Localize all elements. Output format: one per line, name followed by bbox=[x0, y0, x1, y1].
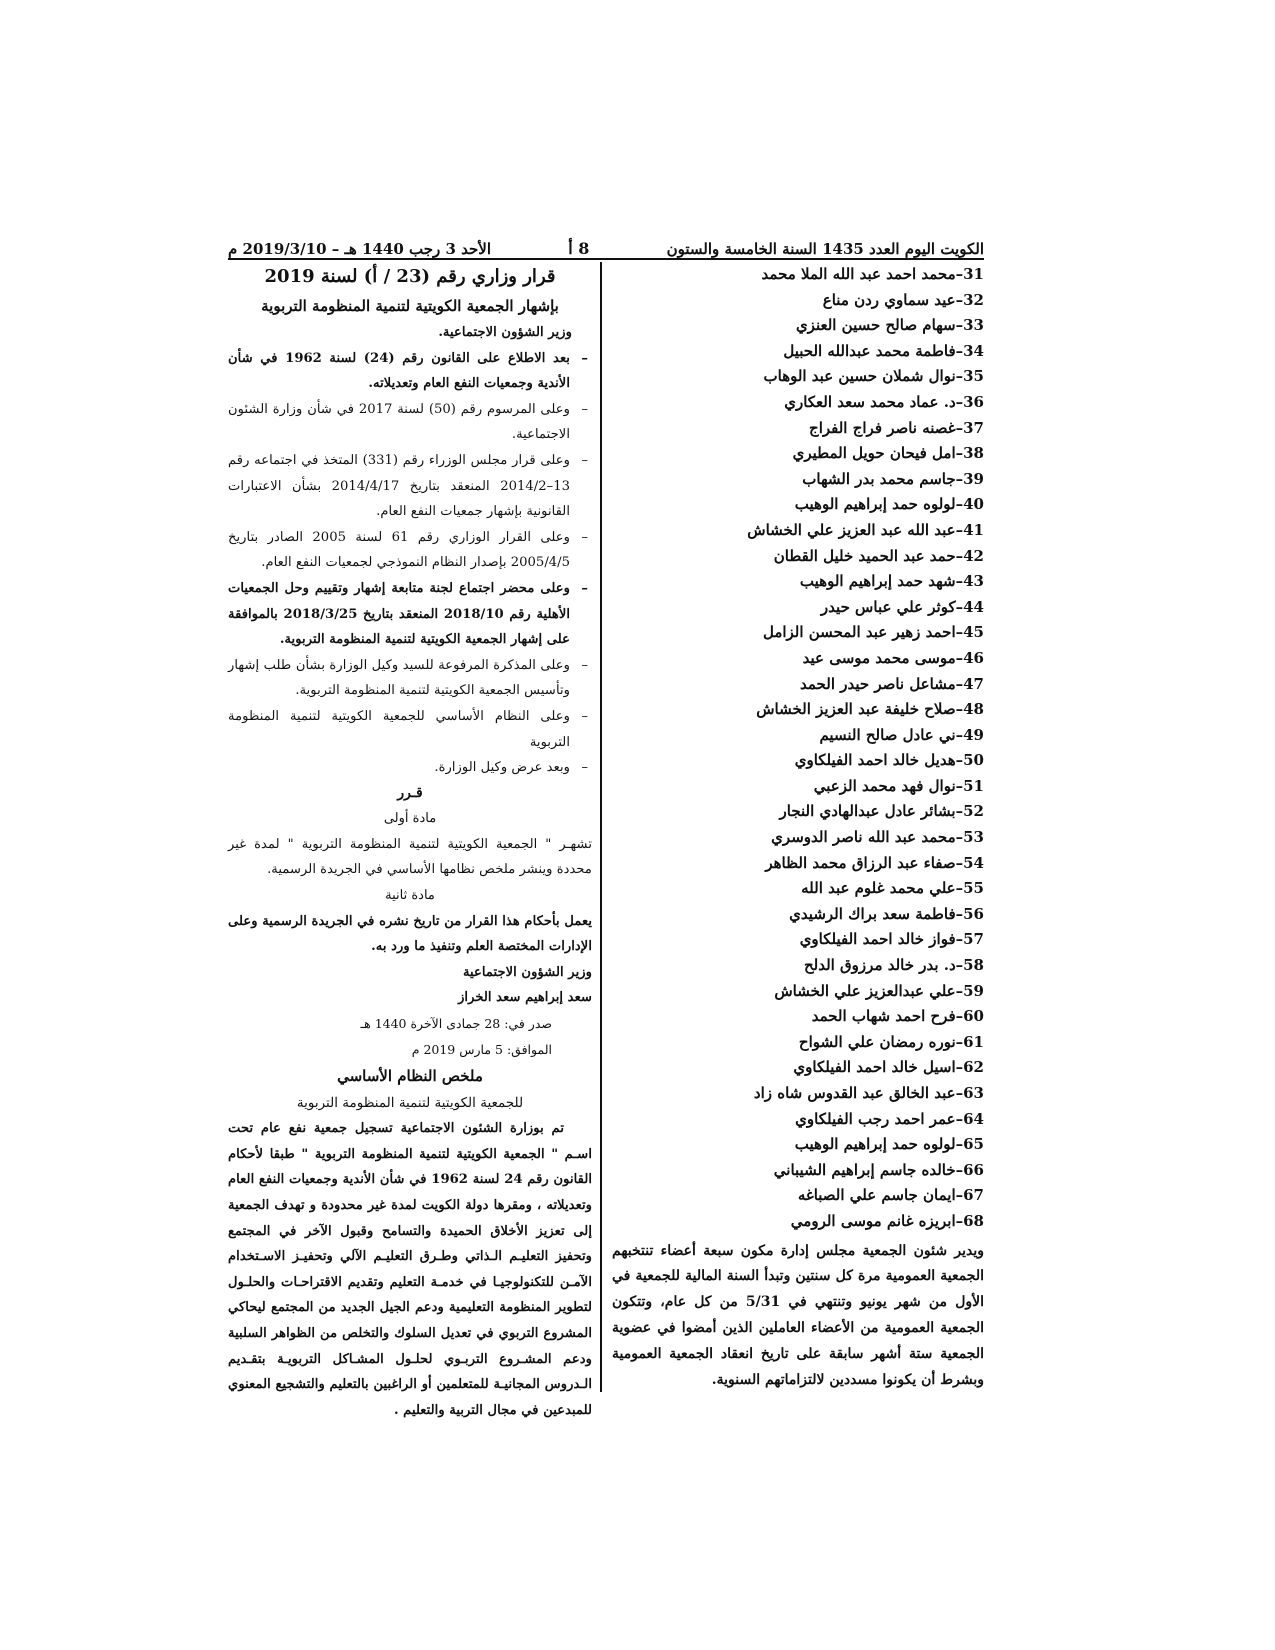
list-item: 42–حمد عبد الحميد خليل القطان bbox=[773, 546, 984, 565]
list-item: 60–فرح احمد شهاب الحمد bbox=[811, 1007, 984, 1026]
decree-clause: – وبعد عرض وكيل الوزارة. bbox=[228, 755, 592, 781]
list-item: 31–محمد احمد عبد الله الملا محمد bbox=[761, 265, 984, 283]
list-item: 49–ني عادل صالح النسيم bbox=[819, 725, 984, 744]
list-item: 40–لولوه حمد إبراهيم الوهيب bbox=[794, 495, 984, 514]
list-item: 46–موسى محمد موسى عيد bbox=[802, 648, 984, 667]
list-item: 45–احمد زهير عبد المحسن الزامل bbox=[762, 623, 984, 642]
list-item: 55–علي محمد غلوم عبد الله bbox=[801, 879, 984, 898]
list-item: 33–سهام صالح حسين العنزي bbox=[795, 316, 984, 335]
list-item: 32–عيد سماوي ردن مناع bbox=[822, 290, 984, 309]
list-item: 50–هديل خالد احمد الفيلكاوي bbox=[794, 751, 984, 770]
minister-line: وزير الشؤون الاجتماعية. bbox=[438, 325, 572, 340]
list-item: 65–لولوه حمد إبراهيم الوهيب bbox=[794, 1135, 984, 1154]
list-item: 48–صلاح خليفة عبد العزيز الخشاش bbox=[756, 700, 984, 719]
issue-date: الأحد 3 رجب 1440 هـ – 2019/3/10 م bbox=[228, 240, 492, 258]
list-item: 34–فاطمة محمد عبدالله الحبيل bbox=[783, 341, 984, 360]
right-column bbox=[612, 262, 984, 1407]
list-item: 35–نوال شملان حسين عبد الوهاب bbox=[763, 367, 984, 386]
decree-clause: – وعلى قرار مجلس الوزراء رقم (331) المتخذ في اجتماعه رقم 13–2014/2 المنعقد بتاريخ 2014/4/17 بشأن الاعتبارات القانونية بإشهار جمعيات النفع العام. bbox=[228, 448, 592, 525]
left-column bbox=[228, 262, 592, 1423]
list-item: 36–د. عماد محمد سعد العكاري bbox=[784, 392, 984, 411]
summary-subtitle: للجمعية الكويتية لتنمية المنظومة التربوية bbox=[296, 1095, 524, 1112]
list-item: 61–نوره رمضان علي الشواح bbox=[798, 1032, 984, 1051]
page-header bbox=[228, 232, 984, 258]
header-divider bbox=[228, 258, 984, 260]
article-1-text: تشهـر " الجمعية الكويتية لتنمية المنظومة التربوية " لمدة غير محددة وينشر ملخص نظامها الأساسي في الجريدة الرسمية. bbox=[228, 836, 592, 878]
page-number: 8 أ bbox=[568, 239, 590, 258]
list-item: 63–عبد الخالق عبد القدوس شاه زاد bbox=[753, 1084, 984, 1102]
summary-title: ملخص النظام الأساسي bbox=[337, 1067, 483, 1086]
list-item: 57–فواز خالد احمد الفيلكاوي bbox=[799, 930, 984, 949]
decree-clause: – وعلى القرار الوزاري رقم 61 لسنة 2005 الصادر بتاريخ 2005/4/5 بإصدار النظام النموذجي لجمعيات النفع العام. bbox=[228, 525, 592, 576]
decree-clause: – وعلى محضر اجتماع لجنة متابعة إشهار وتقييم وحل الجمعيات الأهلية رقم 2018/10 المنعقد بتاريخ 2018/3/25 بالموافقة على إشهار الجمعية الكويتية لتنمية المنظومة التربوية. bbox=[228, 576, 592, 653]
board-paragraph: ويدير شئون الجمعية مجلس إدارة مكون سبعة أعضاء تنتخبهم الجمعية العمومية مرة كل سنتين وتبدأ السنة المالية للجمعية في الأول من شهر يونيو وتنتهي في 5/31 من كل عام، وتتكون الجمعية العمومية من الأعضاء العاملين الذين أمضوا في عضوية الجمعية ستة أشهر سابقة على تاريخ انعقاد الجمعية العمومية وبشرط أن يكونوا مسددين لالتزاماتهم السنوية. bbox=[612, 1242, 985, 1388]
list-item: 44–كوثر علي عباس حيدر bbox=[820, 597, 984, 616]
summary-text: تم بوزارة الشئون الاجتماعية تسجيل جمعية نفع عام تحت اسـم " الجمعية الكويتية لتنمية المنظومة التربوية " طبقا لأحكام القانون رقم 24 لسنة 1962 في شأن الأندية وجمعيات النفع العام وتعديلاته ، ومقرها دولة الكويت لمدة غير محدودة و تهدف الجمعية إلى تعزيز الأخلاق الحميدة والتسامح وقبول الآخر في المجتمع وتحفيز التعليـم الـذاتي وطـرق التعليـم الآلي وتحفيـز الاسـتخدام الآمـن للتكنولوجيـا في خدمـة التعليم وتقديم الاقتراحـات والحلـول لتطوير المنظومة التعليمية ودعم الجيل الجديد من المجتمع ليحاكي المشروع التربوي في تعديل السلوك والتخلص من الظواهر السلبية ودعم المشـروع التربـوي لحلـول المشـاكل التربويـة بتقـديم الـدروس المجانيـة للمتعلمين أو الراغبين بالتعليم والتشجيع المعنوي للمبدعين في مجال التربية والتعليم . bbox=[228, 1121, 593, 1418]
decided-heading: قـرر bbox=[397, 784, 423, 801]
issue-info: الكويت اليوم العدد 1435 السنة الخامسة والستون bbox=[666, 240, 984, 258]
decree-clause: – بعد الاطلاع على القانون رقم (24) لسنة 1962 في شأن الأندية وجمعيات النفع العام وتعديلاته. bbox=[228, 346, 592, 397]
list-item: 68–ابريزه غانم موسى الرومي bbox=[790, 1211, 984, 1230]
list-item: 43–شهد حمد إبراهيم الوهيب bbox=[799, 572, 984, 591]
list-item: 67–ايمان جاسم علي الصباغه bbox=[797, 1186, 984, 1205]
signature-name: سعد إبراهيم سعد الخراز bbox=[458, 990, 592, 1006]
decree-clause: – وعلى المرسوم رقم (50) لسنة 2017 في شأن وزارة الشئون الاجتماعية. bbox=[228, 397, 592, 448]
corresponding-date: الموافق: 5 مارس 2019 م bbox=[411, 1041, 552, 1057]
list-item: 52–بشائر عادل عبدالهادي النجار bbox=[779, 802, 984, 821]
article-2-title: مادة ثانية bbox=[385, 888, 435, 904]
decree-subtitle: بإشهار الجمعية الكويتية لتنمية المنظومة التربوية bbox=[261, 297, 559, 315]
signature-title: وزير الشؤون الاجتماعية bbox=[462, 964, 592, 980]
decree-clause: – وعلى النظام الأساسي للجمعية الكويتية لتنمية المنظومة التربوية bbox=[228, 704, 592, 755]
list-item: 64–عمر احمد رجب الفيلكاوي bbox=[795, 1109, 984, 1128]
issued-date: صدر في: 28 جمادى الآخرة 1440 هـ bbox=[360, 1016, 552, 1032]
list-item: 54–صفاء عبد الرزاق محمد الظاهر bbox=[765, 853, 984, 872]
article-2-text: يعمل بأحكام هذا القرار من تاريخ نشره في الجريدة الرسمية وعلى الإدارات المختصة العلم وتنفيذ ما ورد به. bbox=[228, 913, 592, 955]
member-list bbox=[612, 262, 984, 1235]
list-item: 53–محمد عبد الله ناصر الدوسري bbox=[771, 828, 984, 847]
list-item: 38–امل فيحان حويل المطيري bbox=[792, 444, 984, 463]
list-item: 39–جاسم محمد بدر الشهاب bbox=[802, 469, 984, 488]
list-item: 56–فاطمة سعد براك الرشيدي bbox=[789, 904, 984, 923]
list-item: 59–علي عبدالعزيز علي الخشاش bbox=[774, 981, 984, 1000]
decree-title: قرار وزاري رقم (23 / أ) لسنة 2019 bbox=[264, 266, 556, 287]
list-item: 58–د. بدر خالد مرزوق الدلح bbox=[803, 956, 984, 975]
list-item: 37–غصنه ناصر فراج الفراج bbox=[809, 418, 984, 437]
article-1-title: مادة أولى bbox=[383, 811, 437, 827]
list-item: 47–مشاعل ناصر حيدر الحمد bbox=[800, 674, 984, 693]
decree-clause: – وعلى المذكرة المرفوعة للسيد وكيل الوزارة بشأن طلب إشهار وتأسيس الجمعية الكويتية لتنمية المنظومة التربوية. bbox=[228, 653, 592, 704]
list-item: 51–نوال فهد محمد الزعبي bbox=[813, 776, 984, 795]
column-divider bbox=[600, 262, 602, 1392]
list-item: 66–خالده جاسم إبراهيم الشيباني bbox=[773, 1160, 984, 1179]
list-item: 41–عبد الله عبد العزيز علي الخشاش bbox=[747, 520, 984, 539]
list-item: 62–اسيل خالد احمد الفيلكاوي bbox=[793, 1058, 984, 1077]
